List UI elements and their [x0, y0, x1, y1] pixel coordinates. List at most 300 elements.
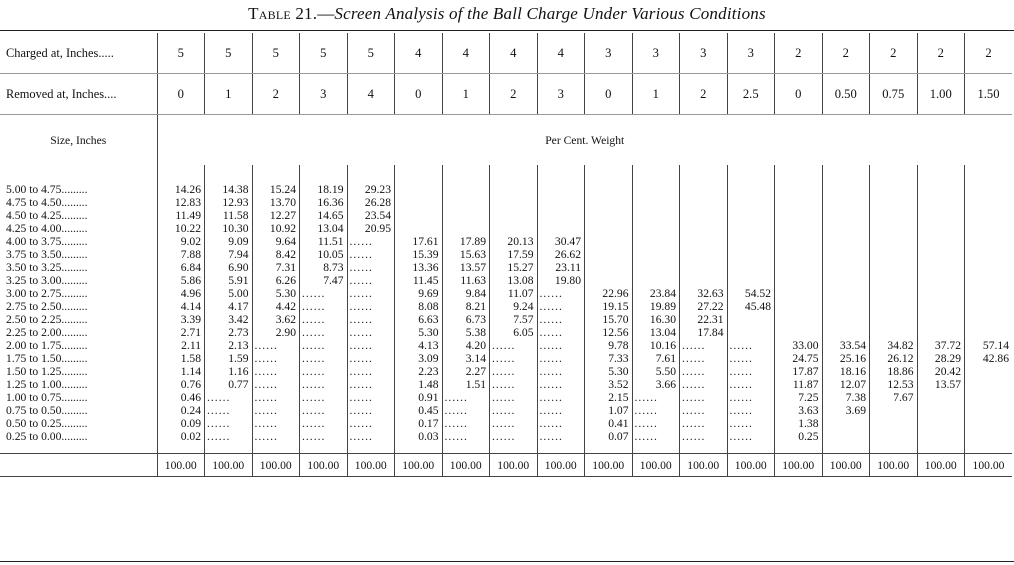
spacer-row: [0, 443, 1012, 454]
percent-value: 18.86: [870, 365, 918, 378]
table-row: [0, 248, 1012, 261]
table-row: [0, 300, 1012, 313]
percent-value: [917, 391, 965, 404]
charged-value: 2: [965, 33, 1013, 74]
percent-value: [917, 287, 965, 300]
percent-value: [870, 300, 918, 313]
percent-value: ......: [300, 404, 348, 417]
percent-value: 7.31: [252, 261, 300, 274]
percent-value: 12.07: [822, 378, 870, 391]
charged-value: 3: [632, 33, 680, 74]
percent-value: [395, 209, 443, 222]
totals-row: [0, 454, 1012, 477]
percent-value: [822, 196, 870, 209]
percent-value: 11.49: [157, 209, 205, 222]
percent-value: ......: [300, 287, 348, 300]
percent-value: ......: [205, 417, 253, 430]
size-range: 2.75 to 2.50.........: [6, 300, 88, 313]
size-range: 3.50 to 3.25.........: [6, 261, 88, 274]
percent-value: [965, 274, 1013, 287]
percent-value: [537, 209, 585, 222]
percent-value: [727, 248, 775, 261]
percent-value: [965, 183, 1013, 196]
percent-value: ......: [632, 417, 680, 430]
spacer-cell: [632, 443, 680, 454]
total-value: 100.00: [252, 454, 300, 477]
percent-value: [585, 196, 633, 209]
size-range: 5.00 to 4.75.........: [6, 183, 88, 196]
spacer-cell: [585, 165, 633, 183]
percent-value: ......: [537, 287, 585, 300]
spacer-cell: [680, 165, 728, 183]
percent-value: [965, 261, 1013, 274]
percent-value: 4.17: [205, 300, 253, 313]
spacer-cell: [205, 443, 253, 454]
total-value: 100.00: [157, 454, 205, 477]
percent-value: 45.48: [727, 300, 775, 313]
spacer-cell: [870, 443, 918, 454]
percent-value: [917, 222, 965, 235]
percent-value: 7.25: [775, 391, 823, 404]
percent-value: [917, 274, 965, 287]
percent-value: [870, 209, 918, 222]
percent-value: [632, 274, 680, 287]
spacer-cell: [917, 165, 965, 183]
spacer-cell: [490, 443, 538, 454]
percent-value: ......: [252, 365, 300, 378]
size-range: 4.75 to 4.50.........: [6, 196, 88, 209]
percent-value: 0.07: [585, 430, 633, 443]
percent-value: [917, 183, 965, 196]
screen-analysis-table: [0, 33, 1012, 477]
percent-value: 11.51: [300, 235, 348, 248]
percent-value: 22.31: [680, 313, 728, 326]
percent-value: ......: [347, 235, 395, 248]
percent-value: ......: [727, 404, 775, 417]
percent-value: ......: [680, 365, 728, 378]
percent-value: 16.36: [300, 196, 348, 209]
size-range: 4.50 to 4.25.........: [6, 209, 88, 222]
percent-value: 34.82: [870, 339, 918, 352]
percent-value: [537, 222, 585, 235]
removed-value: 0: [157, 74, 205, 115]
percent-value: ......: [632, 391, 680, 404]
percent-value: 17.84: [680, 326, 728, 339]
size-range: 3.75 to 3.50.........: [6, 248, 88, 261]
percent-value: [917, 196, 965, 209]
table-row: [0, 391, 1012, 404]
percent-value: 2.27: [442, 365, 490, 378]
percent-value: [395, 196, 443, 209]
percent-weight-heading: Per Cent. Weight: [157, 115, 1012, 166]
percent-value: [537, 183, 585, 196]
total-value: 100.00: [870, 454, 918, 477]
percent-value: 2.11: [157, 339, 205, 352]
percent-value: [585, 235, 633, 248]
table-row: [0, 196, 1012, 209]
charged-value: 4: [442, 33, 490, 74]
total-value: 100.00: [727, 454, 775, 477]
charged-value: 4: [395, 33, 443, 74]
spacer-cell: [632, 165, 680, 183]
charged-value: 3: [585, 33, 633, 74]
percent-value: [870, 183, 918, 196]
removed-value: 1: [205, 74, 253, 115]
percent-value: [822, 313, 870, 326]
spacer-cell: [300, 165, 348, 183]
percent-value: [727, 209, 775, 222]
removed-value: 0.50: [822, 74, 870, 115]
percent-value: ......: [300, 326, 348, 339]
percent-value: [632, 261, 680, 274]
percent-value: ......: [680, 430, 728, 443]
percent-value: ......: [727, 430, 775, 443]
percent-value: ......: [680, 378, 728, 391]
size-range: 0.50 to 0.25.........: [6, 417, 88, 430]
percent-value: 1.14: [157, 365, 205, 378]
percent-value: 27.22: [680, 300, 728, 313]
total-value: 100.00: [775, 454, 823, 477]
spacer-cell: [395, 165, 443, 183]
percent-value: 0.46: [157, 391, 205, 404]
percent-value: ......: [347, 326, 395, 339]
percent-value: [965, 404, 1013, 417]
spacer-cell: [917, 443, 965, 454]
percent-value: [965, 391, 1013, 404]
percent-value: [775, 274, 823, 287]
percent-value: [965, 209, 1013, 222]
spacer-cell: [252, 165, 300, 183]
percent-value: 7.33: [585, 352, 633, 365]
percent-value: 22.96: [585, 287, 633, 300]
percent-value: ......: [252, 352, 300, 365]
table-row: [0, 365, 1012, 378]
table-row: [0, 274, 1012, 287]
percent-value: 6.05: [490, 326, 538, 339]
percent-value: [727, 313, 775, 326]
charged-value: 2: [917, 33, 965, 74]
spacer-cell: [775, 443, 823, 454]
percent-value: ......: [490, 430, 538, 443]
percent-value: 0.91: [395, 391, 443, 404]
percent-value: ......: [347, 365, 395, 378]
percent-value: ......: [537, 300, 585, 313]
spacer-cell: [157, 443, 205, 454]
size-range: 1.25 to 1.00.........: [6, 378, 88, 391]
table-row: [0, 326, 1012, 339]
percent-value: 23.54: [347, 209, 395, 222]
percent-value: ......: [347, 261, 395, 274]
charged-value: 5: [300, 33, 348, 74]
percent-value: 8.08: [395, 300, 443, 313]
percent-value: ......: [252, 339, 300, 352]
percent-value: 1.38: [775, 417, 823, 430]
percent-value: ......: [490, 391, 538, 404]
total-value: 100.00: [822, 454, 870, 477]
percent-value: [442, 209, 490, 222]
percent-value: ......: [490, 339, 538, 352]
percent-value: 6.63: [395, 313, 443, 326]
percent-value: 4.14: [157, 300, 205, 313]
percent-value: 10.30: [205, 222, 253, 235]
percent-value: 0.03: [395, 430, 443, 443]
percent-value: 2.73: [205, 326, 253, 339]
percent-value: [822, 248, 870, 261]
percent-value: [680, 261, 728, 274]
top-rule: [0, 30, 1014, 31]
totals-label: [0, 454, 157, 477]
percent-value: [775, 222, 823, 235]
percent-value: 6.90: [205, 261, 253, 274]
charged-value: 5: [205, 33, 253, 74]
percent-value: ......: [442, 391, 490, 404]
spacer-cell: [347, 165, 395, 183]
percent-value: 24.75: [775, 352, 823, 365]
percent-value: 17.61: [395, 235, 443, 248]
total-value: 100.00: [965, 454, 1013, 477]
percent-value: [775, 235, 823, 248]
percent-value: [727, 274, 775, 287]
spacer-row: [0, 165, 1012, 183]
percent-value: 1.59: [205, 352, 253, 365]
percent-value: 6.73: [442, 313, 490, 326]
percent-value: ......: [680, 404, 728, 417]
percent-value: [822, 222, 870, 235]
percent-value: [965, 378, 1013, 391]
percent-value: [775, 261, 823, 274]
spacer-cell: [395, 443, 443, 454]
percent-value: [490, 209, 538, 222]
spacer-cell: [442, 165, 490, 183]
percent-value: [917, 235, 965, 248]
percent-value: 13.04: [300, 222, 348, 235]
percent-value: 5.50: [632, 365, 680, 378]
percent-value: [870, 274, 918, 287]
percent-value: [917, 417, 965, 430]
percent-value: 8.42: [252, 248, 300, 261]
percent-value: 3.42: [205, 313, 253, 326]
removed-value: 3: [300, 74, 348, 115]
percent-value: ......: [252, 430, 300, 443]
percent-value: [537, 196, 585, 209]
percent-value: 7.61: [632, 352, 680, 365]
percent-value: ......: [347, 313, 395, 326]
total-value: 100.00: [442, 454, 490, 477]
percent-value: [822, 417, 870, 430]
percent-value: ......: [680, 417, 728, 430]
percent-value: 12.27: [252, 209, 300, 222]
table-row: [0, 313, 1012, 326]
percent-value: 2.15: [585, 391, 633, 404]
percent-value: ......: [727, 417, 775, 430]
spacer-cell: [537, 165, 585, 183]
removed-value: 1: [442, 74, 490, 115]
percent-value: [490, 196, 538, 209]
percent-value: 3.66: [632, 378, 680, 391]
percent-value: [822, 287, 870, 300]
percent-value: 0.25: [775, 430, 823, 443]
percent-value: [917, 430, 965, 443]
percent-value: 6.26: [252, 274, 300, 287]
charged-value: 2: [775, 33, 823, 74]
percent-value: [965, 365, 1013, 378]
percent-value: ......: [537, 391, 585, 404]
percent-value: [490, 183, 538, 196]
size-range: 0.25 to 0.00.........: [6, 430, 88, 443]
percent-value: ......: [300, 430, 348, 443]
percent-value: ......: [300, 300, 348, 313]
percent-value: ......: [490, 365, 538, 378]
percent-value: [870, 313, 918, 326]
percent-value: 15.27: [490, 261, 538, 274]
percent-value: [680, 209, 728, 222]
percent-value: 11.87: [775, 378, 823, 391]
percent-value: [775, 326, 823, 339]
table-row: [0, 287, 1012, 300]
spacer-cell: [0, 165, 157, 183]
spacer-cell: [680, 443, 728, 454]
percent-value: [822, 326, 870, 339]
percent-value: ......: [347, 430, 395, 443]
charged-row: [0, 33, 1012, 74]
percent-value: 3.52: [585, 378, 633, 391]
table-number: Table 21.: [248, 4, 318, 23]
percent-value: ......: [347, 274, 395, 287]
percent-value: ......: [252, 378, 300, 391]
percent-value: [585, 222, 633, 235]
percent-value: 7.57: [490, 313, 538, 326]
percent-value: [680, 274, 728, 287]
percent-value: ......: [680, 352, 728, 365]
percent-value: [822, 209, 870, 222]
table-row: [0, 261, 1012, 274]
percent-value: 2.71: [157, 326, 205, 339]
percent-value: 26.12: [870, 352, 918, 365]
charged-value: 5: [252, 33, 300, 74]
percent-value: [632, 222, 680, 235]
percent-value: 4.13: [395, 339, 443, 352]
percent-value: 5.30: [585, 365, 633, 378]
percent-value: 0.45: [395, 404, 443, 417]
percent-value: [490, 222, 538, 235]
percent-value: [632, 209, 680, 222]
percent-value: [395, 183, 443, 196]
percent-value: [775, 300, 823, 313]
percent-value: ......: [347, 378, 395, 391]
spacer-cell: [965, 443, 1013, 454]
removed-value: 4: [347, 74, 395, 115]
spacer-cell: [490, 165, 538, 183]
percent-value: 18.19: [300, 183, 348, 196]
percent-value: ......: [537, 326, 585, 339]
percent-value: [822, 300, 870, 313]
percent-value: 9.02: [157, 235, 205, 248]
percent-value: 13.57: [917, 378, 965, 391]
percent-value: ......: [442, 404, 490, 417]
charged-value: 4: [537, 33, 585, 74]
percent-value: 12.56: [585, 326, 633, 339]
percent-value: 17.87: [775, 365, 823, 378]
percent-value: [775, 209, 823, 222]
percent-value: 1.16: [205, 365, 253, 378]
percent-value: [917, 209, 965, 222]
spacer-cell: [0, 443, 157, 454]
percent-value: 3.69: [822, 404, 870, 417]
percent-value: ......: [252, 391, 300, 404]
table-caption: Screen Analysis of the Ball Charge Under Various Conditions: [334, 4, 766, 23]
percent-value: [585, 209, 633, 222]
percent-value: [822, 274, 870, 287]
percent-value: [822, 430, 870, 443]
percent-value: 29.23: [347, 183, 395, 196]
removed-value: 1.00: [917, 74, 965, 115]
percent-value: [680, 183, 728, 196]
table-row: [0, 222, 1012, 235]
size-range: 1.00 to 0.75.........: [6, 391, 88, 404]
percent-value: 14.65: [300, 209, 348, 222]
percent-value: 19.15: [585, 300, 633, 313]
percent-value: 15.63: [442, 248, 490, 261]
percent-value: [965, 222, 1013, 235]
percent-value: [632, 183, 680, 196]
size-range: 1.50 to 1.25.........: [6, 365, 88, 378]
percent-value: 3.09: [395, 352, 443, 365]
percent-value: ......: [300, 417, 348, 430]
percent-value: ......: [300, 391, 348, 404]
column-heading-row: [0, 115, 1012, 166]
percent-value: 57.14: [965, 339, 1013, 352]
percent-value: 2.90: [252, 326, 300, 339]
percent-value: 37.72: [917, 339, 965, 352]
percent-value: ......: [632, 404, 680, 417]
percent-value: ......: [442, 417, 490, 430]
table-row: [0, 430, 1012, 443]
table-row: [0, 209, 1012, 222]
size-range: 3.00 to 2.75.........: [6, 287, 88, 300]
percent-value: 12.83: [157, 196, 205, 209]
percent-value: 0.77: [205, 378, 253, 391]
total-value: 100.00: [585, 454, 633, 477]
percent-value: 13.57: [442, 261, 490, 274]
percent-value: ......: [300, 313, 348, 326]
percent-value: [442, 222, 490, 235]
percent-value: [632, 196, 680, 209]
percent-value: ......: [680, 339, 728, 352]
percent-value: 10.92: [252, 222, 300, 235]
percent-value: 4.20: [442, 339, 490, 352]
spacer-cell: [727, 443, 775, 454]
percent-value: ......: [490, 352, 538, 365]
percent-value: [965, 430, 1013, 443]
percent-value: [965, 248, 1013, 261]
percent-value: ......: [537, 313, 585, 326]
size-range: 1.75 to 1.50.........: [6, 352, 88, 365]
percent-value: ......: [727, 391, 775, 404]
percent-value: [775, 183, 823, 196]
percent-value: [680, 222, 728, 235]
percent-value: [680, 196, 728, 209]
percent-value: [442, 196, 490, 209]
percent-value: 15.24: [252, 183, 300, 196]
percent-value: ......: [537, 404, 585, 417]
percent-value: 11.58: [205, 209, 253, 222]
percent-value: [775, 287, 823, 300]
percent-value: ......: [300, 365, 348, 378]
percent-value: 20.13: [490, 235, 538, 248]
percent-value: [870, 235, 918, 248]
spacer-cell: [822, 443, 870, 454]
removed-row: [0, 74, 1012, 115]
